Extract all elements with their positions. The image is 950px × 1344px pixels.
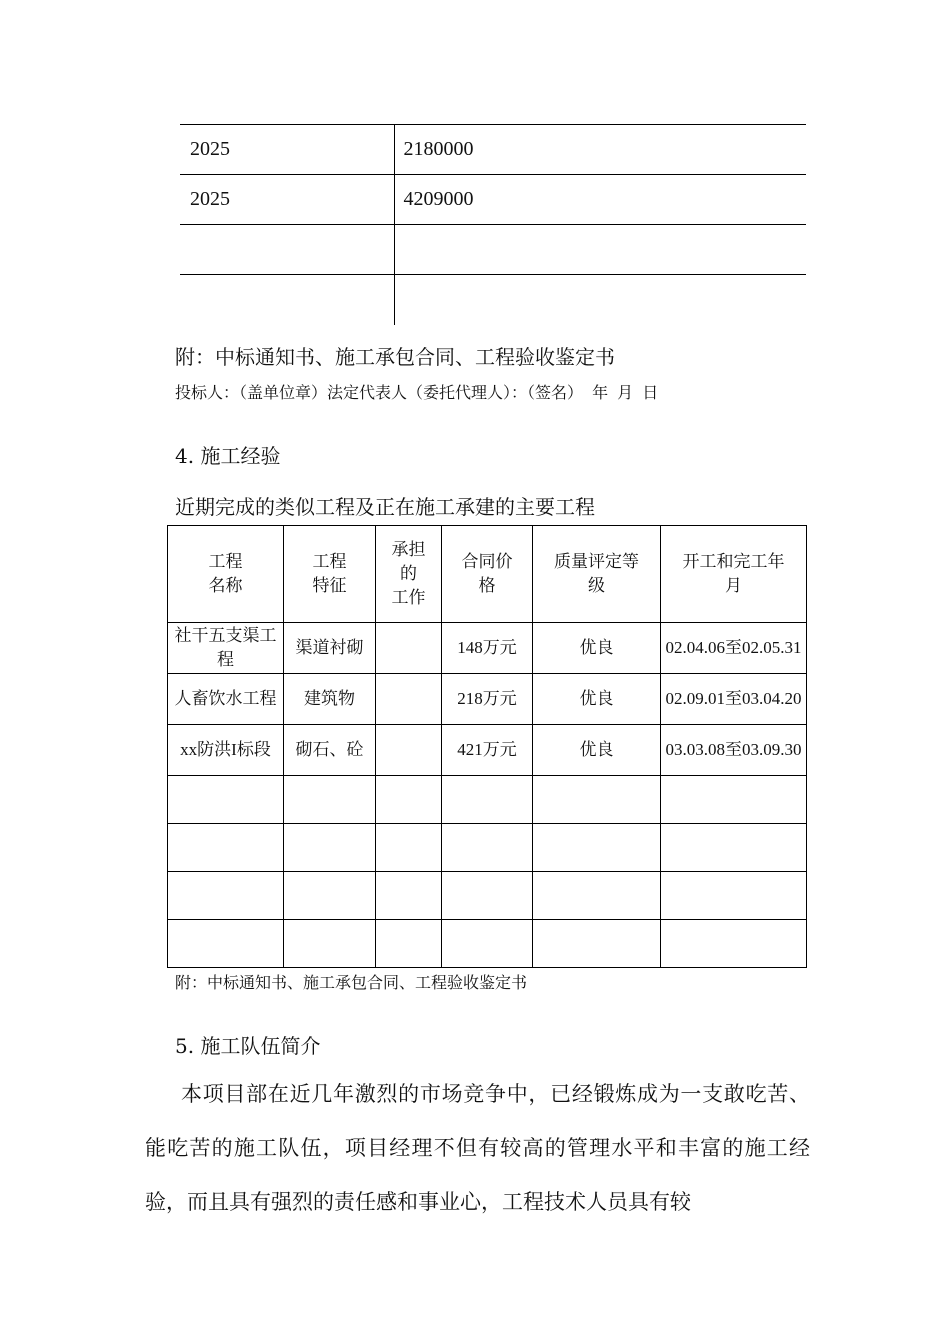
contract-price-cell: 148万元 (442, 623, 533, 674)
dates-cell: 02.09.01至03.04.20 (661, 674, 807, 725)
contract-price-cell: 218万元 (442, 674, 533, 725)
year-cell (180, 225, 394, 275)
dates-cell: 02.04.06至02.05.31 (661, 623, 807, 674)
empty-cell (284, 824, 376, 872)
header-start-end-dates (661, 526, 807, 623)
amount-cell: 4209000 (394, 175, 806, 225)
empty-cell (533, 776, 661, 824)
empty-table-row (168, 776, 807, 824)
team-intro-paragraph: 本项目部在近几年激烈的市场竞争中，已经锻炼成为一支敢吃苦、能吃苦的施工队伍，项目经理不但有较高的管理水平和丰富的施工经验，而且具有强烈的责任感和事业心，工程技术人员具有较 (145, 1082, 810, 1214)
empty-cell (533, 872, 661, 920)
project-feature-cell: 建筑物 (284, 674, 376, 725)
header-project-feature (284, 526, 376, 623)
table-header-row (168, 526, 807, 623)
table-attachment-note: 附：中标通知书、施工承包合同、工程验收鉴定书 (175, 973, 528, 992)
empty-cell (533, 920, 661, 968)
project-name-cell: 社干五支渠工程 (168, 623, 284, 674)
quality-grade-cell: 优良 (533, 725, 661, 776)
section-5-heading: 5. 施工队伍简介 (175, 1034, 321, 1058)
empty-cell (376, 872, 442, 920)
construction-experience-table (167, 525, 807, 968)
table-row (168, 725, 807, 776)
year-cell: 2025 (180, 175, 394, 225)
header-undertaken-work (376, 526, 442, 623)
attachment-note: 附：中标通知书、施工承包合同、工程验收鉴定书 (175, 345, 615, 369)
empty-cell (661, 776, 807, 824)
empty-table-row (168, 872, 807, 920)
header-label: 工程 名称 (208, 552, 243, 596)
project-name-cell: xx防洪I标段 (168, 725, 284, 776)
empty-cell (661, 872, 807, 920)
contract-price-cell: 421万元 (442, 725, 533, 776)
empty-cell (442, 824, 533, 872)
undertaken-work-cell (376, 674, 442, 725)
empty-cell (284, 776, 376, 824)
empty-cell (533, 824, 661, 872)
amount-cell (394, 225, 806, 275)
empty-cell (168, 824, 284, 872)
quality-grade-cell: 优良 (533, 674, 661, 725)
header-project-name (168, 526, 284, 623)
empty-cell (376, 776, 442, 824)
table-row (168, 674, 807, 725)
empty-cell (661, 920, 807, 968)
year-cell (180, 275, 394, 325)
header-contract-price (442, 526, 533, 623)
empty-table-row (168, 824, 807, 872)
empty-cell (376, 824, 442, 872)
table-row (180, 275, 806, 325)
table-row (180, 175, 806, 225)
amount-cell: 2180000 (394, 125, 806, 175)
bidder-signature-line: 投标人：（盖单位章）法定代表人（委托代理人）：（签名） 年 月 日 (175, 383, 659, 402)
top-continuation-table (180, 124, 806, 325)
empty-cell (284, 920, 376, 968)
quality-grade-cell: 优良 (533, 623, 661, 674)
empty-cell (168, 872, 284, 920)
header-label: 开工和完工年 月 (682, 552, 785, 596)
project-feature-cell: 渠道衬砌 (284, 623, 376, 674)
header-label: 工程 特征 (312, 552, 347, 596)
empty-cell (442, 872, 533, 920)
empty-cell (442, 776, 533, 824)
header-label: 质量评定等 级 (554, 552, 639, 596)
empty-cell (376, 920, 442, 968)
table-row (180, 225, 806, 275)
project-name-cell: 人畜饮水工程 (168, 674, 284, 725)
undertaken-work-cell (376, 623, 442, 674)
undertaken-work-cell (376, 725, 442, 776)
section-4-heading: 4. 施工经验 (175, 444, 281, 468)
table-row (168, 623, 807, 674)
dates-cell: 03.03.08至03.09.30 (661, 725, 807, 776)
project-feature-cell: 砌石、砼 (284, 725, 376, 776)
empty-cell (442, 920, 533, 968)
table-row (180, 125, 806, 175)
empty-cell (168, 920, 284, 968)
year-cell: 2025 (180, 125, 394, 175)
header-label: 承担 的 工作 (391, 540, 426, 608)
empty-cell (284, 872, 376, 920)
section-4-subtitle: 近期完成的类似工程及正在施工承建的主要工程 (175, 495, 595, 519)
amount-cell (394, 275, 806, 325)
empty-cell (168, 776, 284, 824)
empty-table-row (168, 920, 807, 968)
header-quality-grade (533, 526, 661, 623)
header-label: 合同价 格 (461, 552, 513, 596)
empty-cell (661, 824, 807, 872)
